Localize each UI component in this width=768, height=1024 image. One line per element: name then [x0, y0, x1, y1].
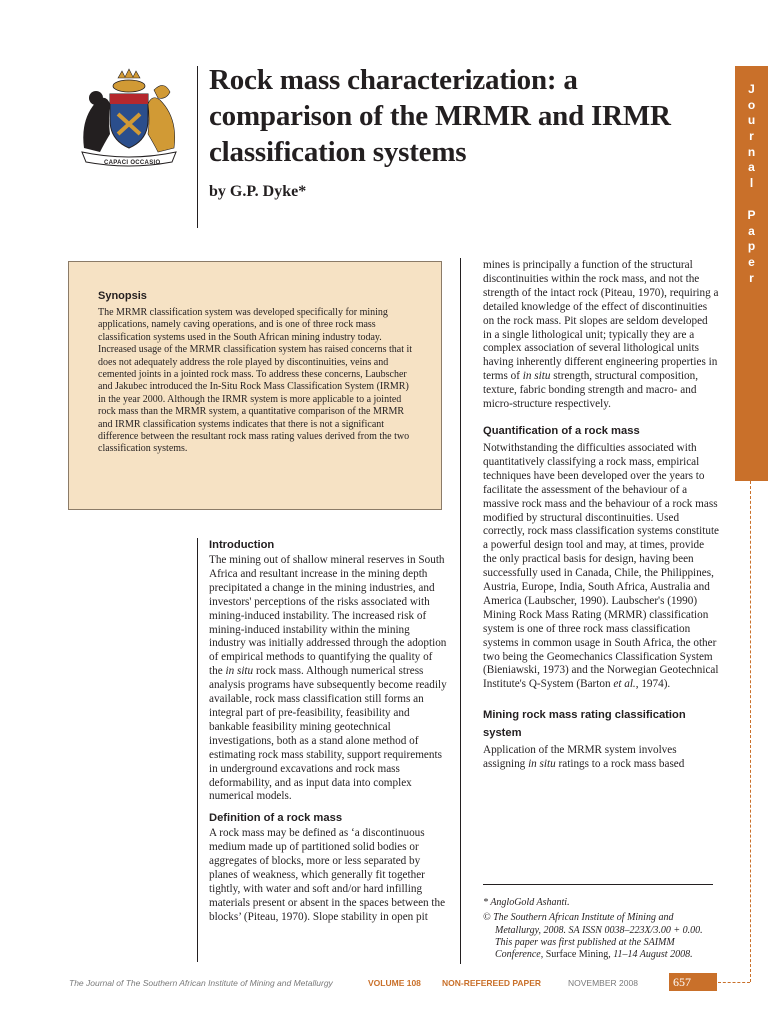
definition-paragraph: A rock mass may be defined as ‘a discontinuous medium made up of partitioned solid bodies or aggregates of blocks, more or less separated by planes of weakness, which generally fit together tightly, with water and soft and/or hard infilling materials present or absent in the spaces between the blocks’ (Piteau, 1970). Slope stability in open pit — [209, 827, 446, 923]
footer-journal: The Journal of The Southern African Institute of Mining and Metallurgy — [69, 978, 333, 988]
footnotes — [483, 897, 719, 964]
intro-paragraph: The mining out of shallow mineral reserves in South Africa and resultant increase in the mining depth precipitated a change in the mining industries, and investors' perceptions of the risks associated with mining-induced instability. The increased risk of mining-induced instability within the mining industry was initially addressed through the adoption of empirical methods to quantifying the quality of the in situ rock mass. Although numerical stress analysis programs have subsequently become readily available, rock mass classification still forms an integral part of pre-feasibility, feasibility and bankable feasibility mining geotechnical investigations, both as a stand alone method of estimating rock mass stability, support requirements in underground excavations and rock mass deformability, and as input data into complex numerical models. — [209, 554, 447, 803]
left-column — [209, 536, 447, 925]
synopsis-text: The MRMR classification system was developed specifically for mining applications, namely caving operations, and is one of three rock mass classification systems used in the South African mining industry today. Increased usage of the MRMR classification system has raised concerns that it does not adequately address the role played by discontinuities, veins and cemented joints in a jointed rock mass. To address these concerns, Laubscher and Jakubec introduced the In-Situ Rock Mass Classification System (IRMR) in the year 2000. Although the IRMR system is more applicable to a jointed rock mass than the MRMR system, a quantitative comparison of the MRMR and IRMR classification systems indicates that there is not a significant difference between the resultant rock mass rating values derived from the two classification systems. — [98, 307, 413, 455]
footnote-copyright: © The Southern African Institute of Mining and Metallurgy, 2008. SA ISSN 0038–223X/3.00 + 0.00. This paper was first published at the SAIMM Conference, Surface Mining, 11–14 August 2008. — [483, 912, 703, 961]
synopsis-box — [68, 261, 442, 510]
crest-motto: CAPACI OCCASIO — [104, 160, 161, 166]
continued-paragraph: mines is principally a function of the structural discontinuities within the rock mass, and not the strength of the intact rock (Piteau, 1970), requiring a detailed knowledge of the effect of discontinuities on the rock mass. Pit slopes are seldom developed in a single lithological unit; typically they are a complex association of several lithological units having inherently different engineering properties in terms of in situ strength, structural composition, texture, fabric bonding strength and macro- and micro-structure respectively. — [483, 259, 719, 411]
tab-letter: J — [748, 82, 755, 96]
footer-date: NOVEMBER 2008 — [568, 978, 638, 988]
mrmr-paragraph: Application of the MRMR system involves assigning in situ ratings to a rock mass based — [483, 744, 685, 771]
dashed-guide — [750, 481, 751, 982]
section-heading-quantification: Quantification of a rock mass — [483, 424, 640, 437]
tab-letter: a — [748, 223, 755, 238]
tab-letter: o — [747, 97, 756, 112]
section-heading-definition: Definition of a rock mass — [209, 812, 343, 825]
tab-letter: p — [747, 239, 756, 254]
page-footer — [0, 972, 768, 996]
footer-paper-type: NON-REFEREED PAPER — [442, 978, 542, 988]
column-rule — [197, 538, 198, 962]
tab-letter: n — [747, 144, 756, 159]
paper-author: by G.P. Dyke* — [209, 183, 307, 200]
institute-crest-logo — [74, 68, 184, 174]
footnote-affiliation: * AngloGold Ashanti. — [483, 897, 570, 908]
tab-letter: e — [748, 254, 755, 269]
page-number-box — [669, 973, 717, 991]
right-column — [483, 259, 719, 772]
quantification-paragraph: Notwithstanding the difficulties associated with quantitatively classifying a rock mass, empirical techniques have been developed over the years to facilitate the assessment of the behaviour of a massive rock mass and the behaviour of a rock mass modified by structural discontinuities. Used correctly, rock mass classification systems constitute a powerful design tool and may, at times, provide the only practical basis for design, having been successfully used in Canada, Chile, the Philippines, Austria, Europe, India, South Africa, Australia and America (Laubscher, 1990). Laubscher's (1990) Mining Rock Mass Rating (MRMR) classification system is one of three rock mass classification systems in common usage in South Africa, the other two being the Geomechanics Classification System (Bieniawski, 1973) and the Norwegian Geotechnical Institute's Q-System (Barton et al., 1974). — [483, 441, 720, 691]
tab-letter: a — [748, 160, 755, 175]
footer-volume: VOLUME 108 — [368, 978, 421, 988]
journal-paper-tab — [735, 66, 768, 481]
section-heading-mrmr: Mining rock mass rating classification system — [483, 709, 686, 740]
tab-letter: r — [749, 129, 754, 144]
synopsis-heading: Synopsis — [98, 290, 147, 302]
section-heading-introduction: Introduction — [209, 539, 275, 551]
page-number: 657 — [673, 975, 691, 989]
tab-letter: P — [747, 207, 756, 222]
paper-title: Rock mass characterization: a comparison of the MRMR and IRMR classification systems — [209, 64, 671, 168]
tab-letter: r — [749, 270, 754, 285]
tab-letter: u — [747, 113, 756, 128]
title-rule — [197, 66, 198, 228]
column-rule — [460, 258, 461, 964]
tab-letter: l — [749, 176, 754, 191]
footnote-rule — [483, 884, 713, 885]
